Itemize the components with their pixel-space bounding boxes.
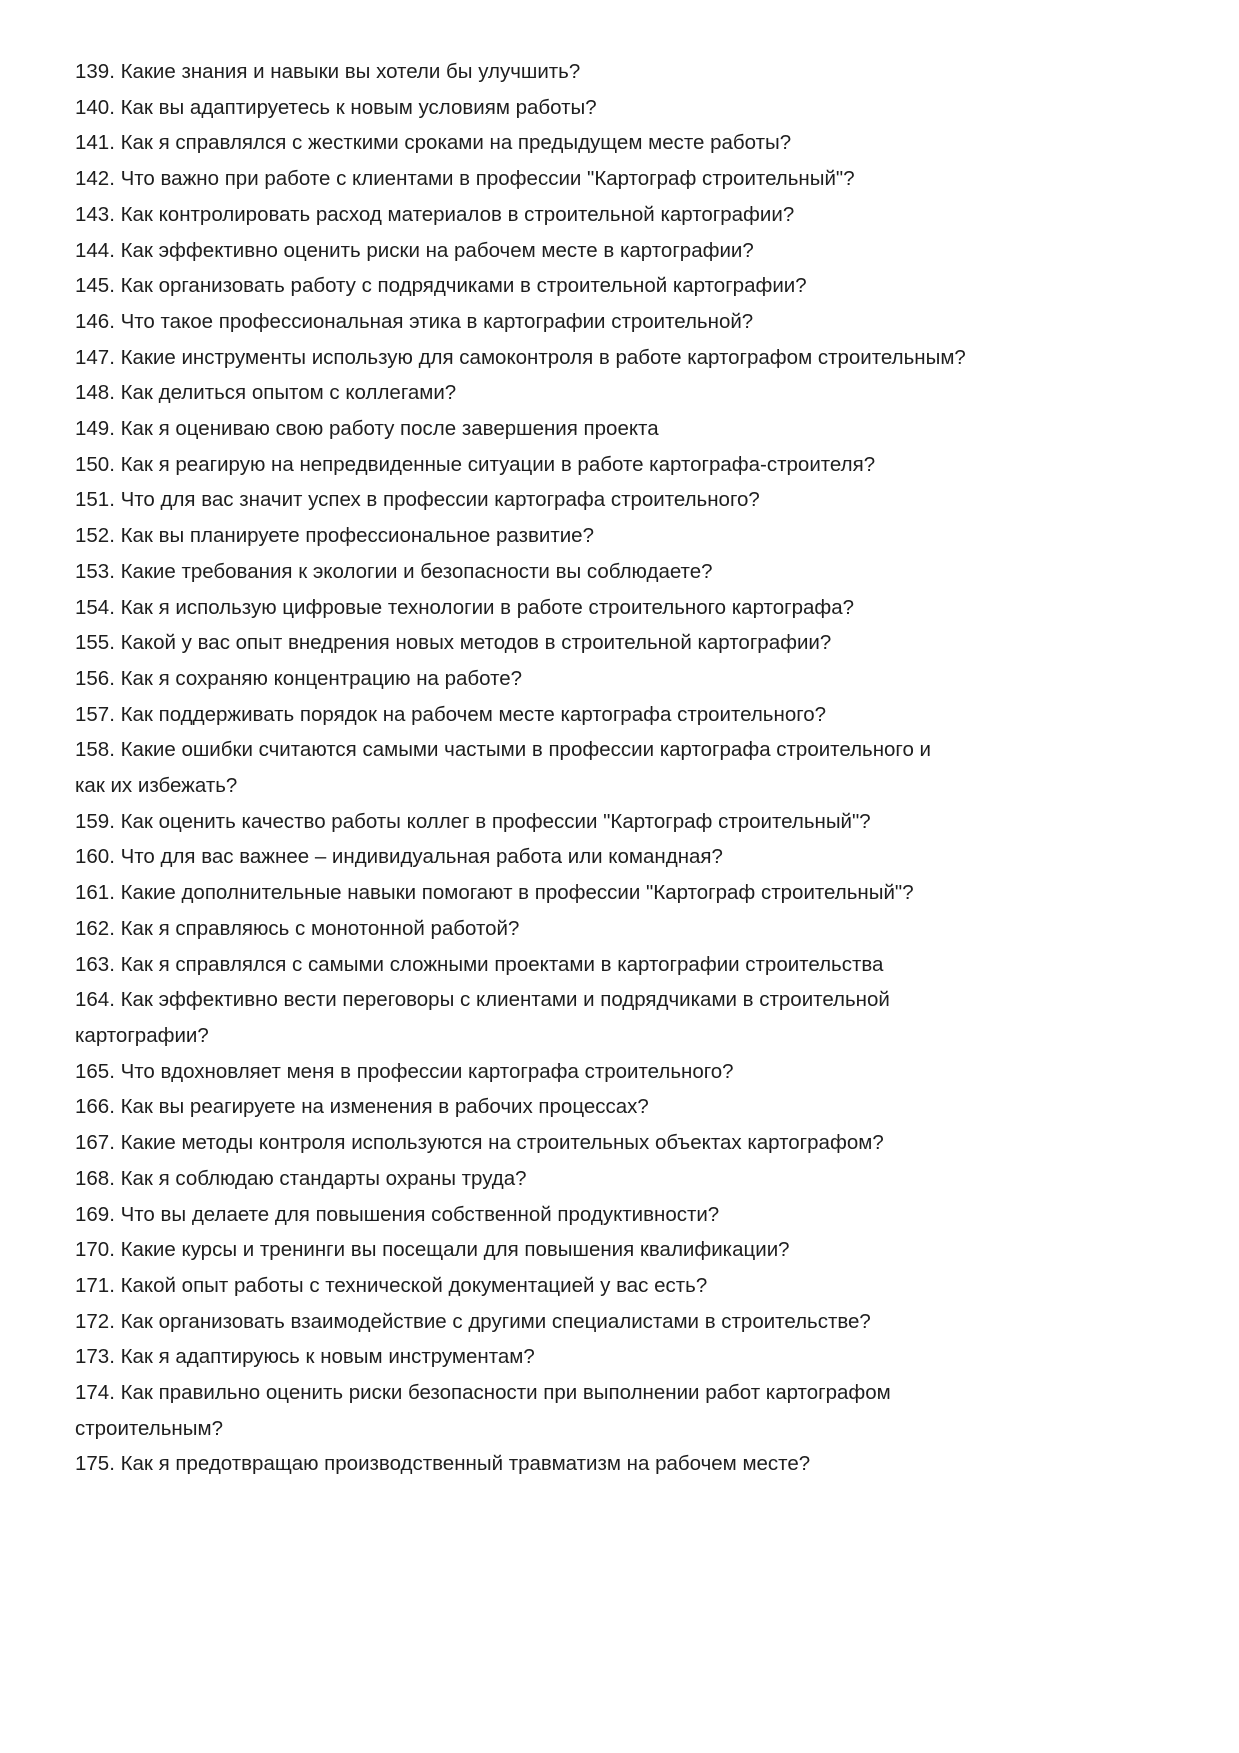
question-text: 172. Как организовать взаимодействие с другими специалистами в строительстве? <box>75 1309 871 1333</box>
question-item <box>75 697 1239 733</box>
question-text: 164. Как эффективно вести переговоры с клиентами и подрядчиками в строительной <box>75 988 890 1012</box>
question-item <box>75 1054 1239 1090</box>
question-text: 174. Как правильно оценить риски безопасности при выполнении работ картографом <box>75 1381 891 1405</box>
question-item <box>75 732 1239 803</box>
question-text: 157. Как поддерживать порядок на рабочем месте картографа строительного? <box>75 702 827 726</box>
question-text: 152. Как вы планируете профессиональное развитие? <box>75 524 594 548</box>
question-text: 165. Что вдохновляет меня в профессии картографа строительного? <box>75 1059 734 1083</box>
question-text: 160. Что для вас важнее – индивидуальная работа или командная? <box>75 845 723 869</box>
question-item <box>75 1232 1239 1268</box>
question-text: 144. Как эффективно оценить риски на рабочем месте в картографии? <box>75 238 754 262</box>
question-text: 149. Как я оцениваю свою работу после завершения проекта <box>75 417 659 441</box>
question-item <box>75 625 1239 661</box>
question-text-continuation: как их избежать? <box>75 774 238 798</box>
question-item <box>75 482 1239 518</box>
question-item <box>75 1125 1239 1161</box>
question-text: 139. Какие знания и навыки вы хотели бы улучшить? <box>75 60 581 83</box>
question-item <box>75 411 1239 447</box>
question-text: 170. Какие курсы и тренинги вы посещали для повышения квалификации? <box>75 1238 790 1262</box>
question-item <box>75 839 1239 875</box>
question-text: 161. Какие дополнительные навыки помогают в профессии "Картограф строительный"? <box>75 881 914 905</box>
question-text: 167. Какие методы контроля используются на строительных объектах картографом? <box>75 1131 884 1155</box>
question-text: 143. Как контролировать расход материалов в строительной картографии? <box>75 202 795 226</box>
question-item <box>75 447 1239 483</box>
question-item <box>75 1339 1239 1375</box>
question-text: 155. Какой у вас опыт внедрения новых методов в строительной картографии? <box>75 631 832 655</box>
question-item <box>75 661 1239 697</box>
question-text: 148. Как делиться опытом с коллегами? <box>75 381 457 405</box>
question-text: 168. Как я соблюдаю стандарты охраны труда? <box>75 1166 527 1190</box>
question-item <box>75 982 1239 1053</box>
question-text: 147. Какие инструменты использую для самоконтроля в работе картографом строительным? <box>75 345 966 369</box>
question-text: 175. Как я предотвращаю производственный травматизм на рабочем месте? <box>75 1452 811 1476</box>
question-item <box>75 1197 1239 1233</box>
question-item <box>75 268 1239 304</box>
question-text: 141. Как я справлялся с жесткими сроками на предыдущем месте работы? <box>75 131 792 155</box>
question-item <box>75 304 1239 340</box>
question-text: 156. Как я сохраняю концентрацию на работе? <box>75 666 523 690</box>
question-text: 145. Как организовать работу с подрядчиками в строительной картографии? <box>75 274 807 298</box>
question-item <box>75 875 1239 911</box>
question-item <box>75 911 1239 947</box>
question-text: 166. Как вы реагируете на изменения в рабочих процессах? <box>75 1095 649 1119</box>
question-text: 169. Что вы делаете для повышения собственной продуктивности? <box>75 1202 720 1226</box>
question-item <box>75 947 1239 983</box>
question-text: 159. Как оценить качество работы коллег в профессии "Картограф строительный"? <box>75 809 871 833</box>
question-item <box>75 1161 1239 1197</box>
question-text: 146. Что такое профессиональная этика в картографии строительной? <box>75 309 754 333</box>
question-item <box>75 1089 1239 1125</box>
question-text: 154. Как я использую цифровые технологии в работе строительного картографа? <box>75 595 855 619</box>
question-item <box>75 518 1239 554</box>
question-text: 173. Как я адаптируюсь к новым инструментам? <box>75 1345 535 1369</box>
question-item <box>75 197 1239 233</box>
question-item <box>75 125 1239 161</box>
question-text: 163. Как я справлялся с самыми сложными проектами в картографии строительства <box>75 952 884 976</box>
question-text-continuation: строительным? <box>75 1416 223 1440</box>
question-text: 140. Как вы адаптируетесь к новым условиям работы? <box>75 95 597 119</box>
question-item <box>75 1268 1239 1304</box>
question-item <box>75 90 1239 126</box>
question-item <box>75 375 1239 411</box>
question-text: 150. Как я реагирую на непредвиденные ситуации в работе картографа-строителя? <box>75 452 876 476</box>
question-item <box>75 233 1239 269</box>
question-text: 158. Какие ошибки считаются самыми частыми в профессии картографа строительного и <box>75 738 932 762</box>
question-item <box>75 1375 1239 1446</box>
question-item <box>75 340 1239 376</box>
question-text: 142. Что важно при работе с клиентами в профессии "Картограф строительный"? <box>75 167 855 191</box>
question-text: 151. Что для вас значит успех в профессии картографа строительного? <box>75 488 760 512</box>
question-text-continuation: картографии? <box>75 1023 209 1047</box>
question-text: 162. Как я справляюсь с монотонной работой? <box>75 916 520 940</box>
question-item <box>75 161 1239 197</box>
question-item <box>75 1446 1239 1482</box>
question-item <box>75 804 1239 840</box>
question-item <box>75 54 1239 90</box>
question-item <box>75 1304 1239 1340</box>
question-item <box>75 590 1239 626</box>
question-text: 171. Какой опыт работы с технической документацией у вас есть? <box>75 1273 708 1297</box>
question-item <box>75 554 1239 590</box>
question-text: 153. Какие требования к экологии и безопасности вы соблюдаете? <box>75 559 713 583</box>
